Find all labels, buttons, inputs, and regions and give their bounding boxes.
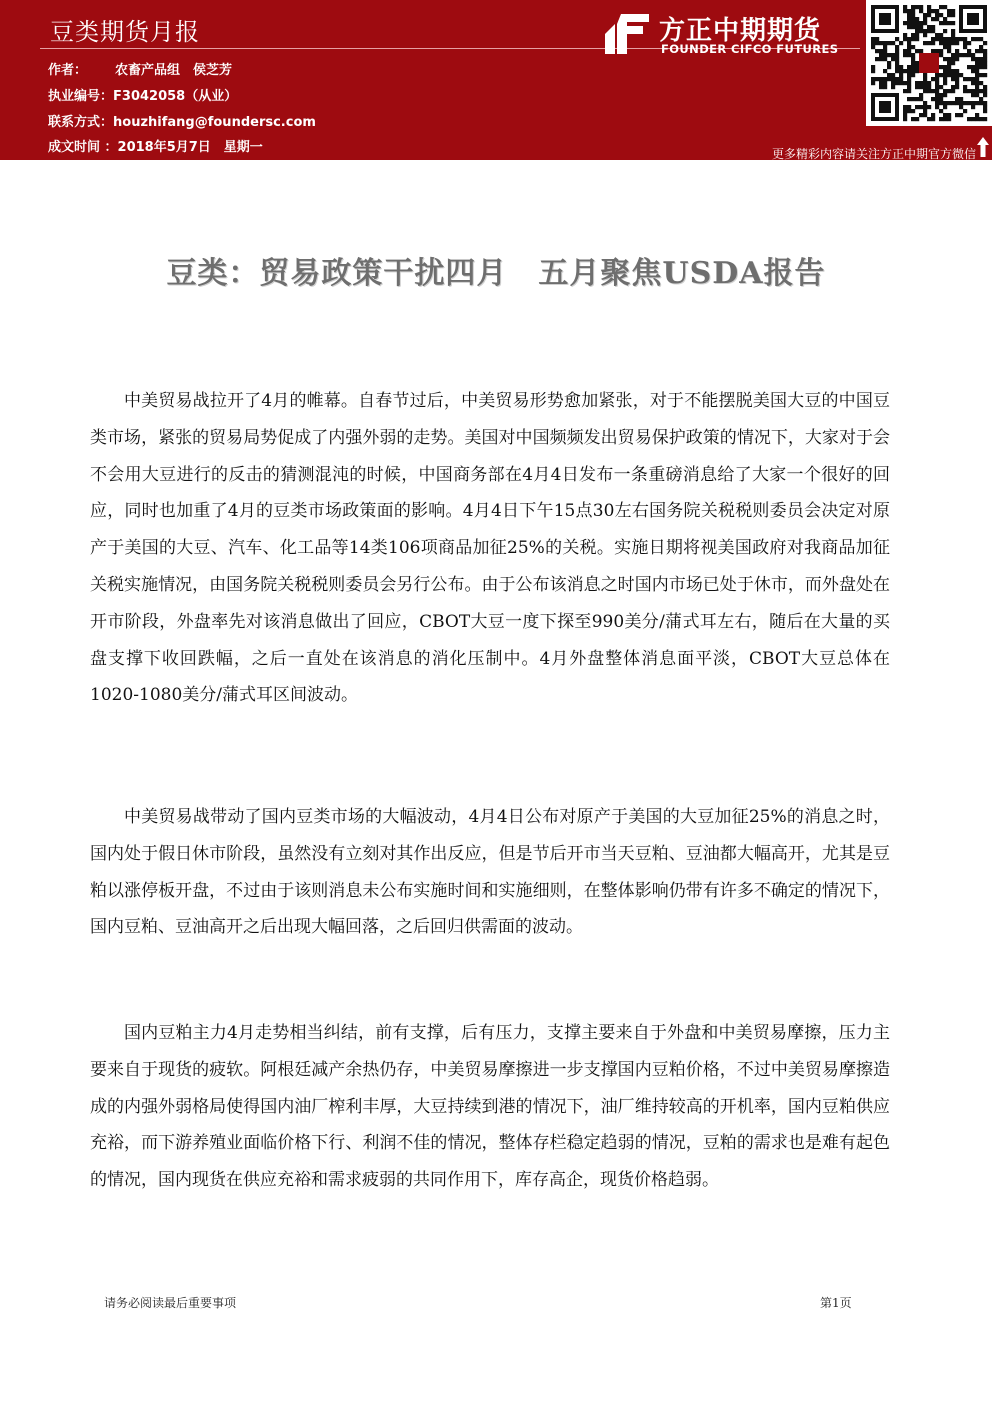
- report-name: 豆类期货月报: [50, 18, 200, 46]
- company-logo: [603, 10, 863, 60]
- company-name-en: FOUNDER CIFCO FUTURES: [661, 42, 839, 56]
- author-row: [48, 59, 232, 78]
- report-header: [0, 0, 992, 160]
- contact-value[interactable]: houzhifang@foundersc.com: [113, 115, 316, 130]
- author-label: 作者：: [48, 63, 88, 78]
- wechat-follow-note: 更多精彩内容请关注方正中期官方微信: [771, 147, 976, 161]
- license-value: F3042058（从业）: [113, 89, 238, 104]
- date-label: 成文时间 ：: [48, 140, 118, 155]
- license-row: [48, 85, 237, 104]
- paragraph-1: 中美贸易战拉开了4月的帷幕。自春节过后，中美贸易形势愈加紧张，对于不能摆脱美国大豆的中国豆类市场，紧张的贸易局势促成了内强外弱的走势。美国对中国频频发出贸易保护政策的情况下，大家对于会不会用大豆进行的反击的猜测混沌的时候，中国商务部在4月4日发布一条重磅消息给了大家一个很好的回应，同时也加重了4月的豆类市场政策面的影响。4月4日下午15点30左右国务院关税税则委员会决定对原产于美国的大豆、汽车、化工品等14类106项商品加征25%的关税。实施日期将视美国政府对我商品加征关税实施情况，由国务院关税税则委员会另行公布。由于公布该消息之时国内市场已处于休市，而外盘处在开市阶段，外盘率先对该消息做出了回应，CBOT大豆一度下探至990美分/蒲式耳左右，随后在大量的买盘支撑下收回跌幅，之后一直处在该消息的消化压制中。4月外盘整体消息面平淡，CBOT大豆总体在1020-1080美分/蒲式耳区间波动。: [90, 391, 890, 706]
- company-name-cn: 方正中期期货: [659, 16, 822, 46]
- paragraph-3: 国内豆粕主力4月走势相当纠结，前有支撑，后有压力，支撑主要来自于外盘和中美贸易摩擦，压力主要来自于现货的疲软。阿根廷减产余热仍存，中美贸易摩擦进一步支撑国内豆粕价格，不过中美贸易摩擦造成的内强外弱格局使得国内油厂榨利丰厚，大豆持续到港的情况下，油厂维持较高的开机率，国内豆粕供应充裕，而下游养殖业面临价格下行、利润不佳的情况，整体存栏稳定趋弱的情况，豆粕的需求也是难有起色的情况，国内现货在供应充裕和需求疲弱的共同作用下，库存高企，现货价格趋弱。: [90, 1023, 890, 1191]
- footer-disclaimer: 请务必阅读最后重要事项: [104, 1296, 237, 1310]
- paragraph-2: 中美贸易战带动了国内豆类市场的大幅波动，4月4日公布对原产于美国的大豆加征25%的消息之时，国内处于假日休市阶段，虽然没有立刻对其作出反应，但是节后开市当天豆粕、豆油都大幅高开，尤其是豆粕以涨停板开盘，不过由于该则消息未公布实施时间和实施细则，在整体影响仍带有许多不确定的情况下，国内豆粕、豆油高开之后出现大幅回落，之后回归供需面的波动。: [90, 807, 890, 938]
- company-logo-icon: [603, 12, 651, 56]
- document-title: 豆类：贸易政策干扰四月 五月聚焦USDA报告: [166, 256, 826, 291]
- date-value: 2018年5月7日 星期一: [117, 140, 263, 155]
- date-row: [48, 136, 263, 155]
- qr-code-icon: [866, 0, 992, 126]
- contact-label: 联系方式：: [48, 115, 114, 130]
- contact-row: [48, 111, 316, 130]
- license-label: 执业编号：: [48, 89, 114, 104]
- arrow-up-icon: [976, 136, 990, 158]
- page-number: 第1页: [820, 1296, 852, 1310]
- author-value: 农畜产品组 侯芝芳: [115, 63, 233, 78]
